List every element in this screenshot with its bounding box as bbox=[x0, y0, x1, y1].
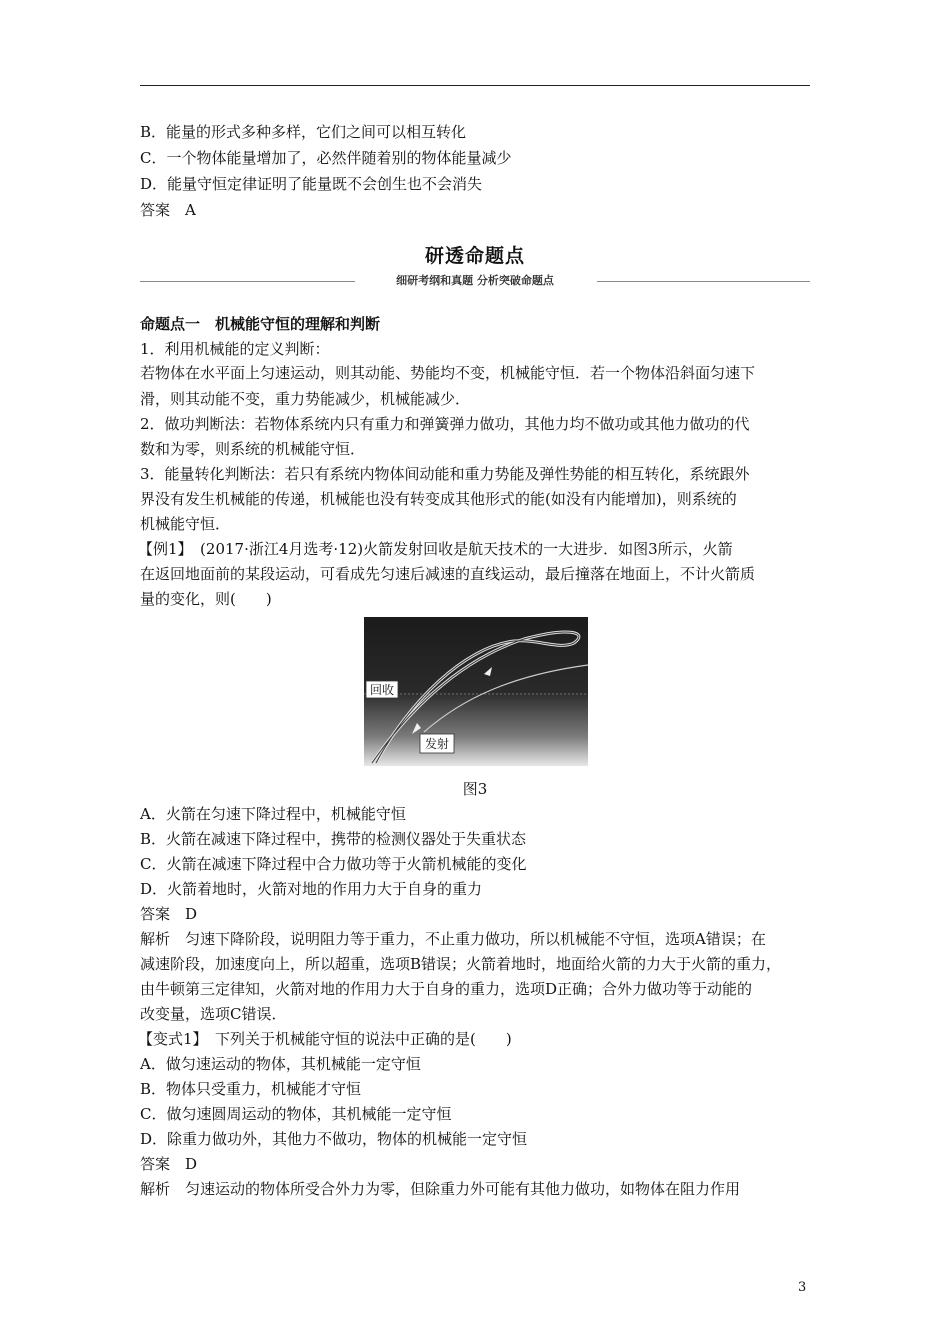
topic-line: 2．做功判断法：若物体系统内只有重力和弹簧弹力做功，其他力均不做功或其他力做功的代 bbox=[140, 415, 750, 433]
topic-line: 滑，则其动能不变，重力势能减少，机械能减少． bbox=[140, 390, 471, 408]
variant-option: D．除重力做功外，其他力不做功，物体的机械能一定守恒 bbox=[140, 1130, 528, 1148]
example-analysis: 改变量，选项C错误． bbox=[140, 1005, 287, 1023]
topic-line: 3．能量转化判断法：若只有系统内物体间动能和重力势能及弹性势能的相互转化，系统跟外 bbox=[140, 465, 750, 483]
topic-line: 1．利用机械能的定义判断： bbox=[140, 340, 330, 358]
topic-line: 机械能守恒． bbox=[140, 515, 231, 533]
option-d: D．能量守恒定律证明了能量既不会创生也不会消失 bbox=[140, 175, 483, 193]
label-recover: 回收 bbox=[369, 683, 395, 697]
example-option: B．火箭在减速下降过程中，携带的检测仪器处于失重状态 bbox=[140, 830, 527, 848]
option-c: C．一个物体能量增加了，必然伴随着别的物体能量减少 bbox=[140, 149, 512, 167]
variant-option: B．物体只受重力，机械能才守恒 bbox=[140, 1080, 362, 1098]
example-question: 【例1】 (2017·浙江4月选考·12)火箭发射回收是航天技术的一大进步．如图3所示，火箭 bbox=[138, 540, 733, 558]
example-analysis: 减速阶段，加速度向上，所以超重，选项B错误；火箭着地时，地面给火箭的力大于火箭的重力， bbox=[140, 955, 782, 973]
topic-line: 数和为零，则系统的机械能守恒． bbox=[140, 440, 366, 458]
variant-option: C．做匀速圆周运动的物体，其机械能一定守恒 bbox=[140, 1105, 452, 1123]
example-analysis: 解析 匀速下降阶段，说明阻力等于重力，不止重力做功，所以机械能不守恒，选项A错误；在 bbox=[140, 930, 766, 948]
example-answer: 答案 D bbox=[140, 905, 198, 923]
section-title: 研透命题点 bbox=[424, 245, 525, 267]
example-analysis: 由牛顿第三定律知，火箭对地的作用力大于自身的重力，选项D正确；合外力做功等于动能的 bbox=[140, 980, 753, 998]
example-question: 量的变化，则( ) bbox=[140, 590, 272, 608]
header-rule bbox=[140, 85, 810, 86]
variant-analysis: 解析 匀速运动的物体所受合外力为零，但除重力外可能有其他力做功，如物体在阻力作用 bbox=[140, 1180, 741, 1198]
variant-option: A．做匀速运动的物体，其机械能一定守恒 bbox=[140, 1055, 421, 1073]
topic-heading: 命题点一 机械能守恒的理解和判断 bbox=[140, 315, 381, 333]
topic-line: 若物体在水平面上匀速运动，则其动能、势能均不变，机械能守恒．若一个物体沿斜面匀速下 bbox=[140, 364, 756, 382]
option-b: B．能量的形式多种多样，它们之间可以相互转化 bbox=[140, 123, 467, 141]
example-question: 在返回地面前的某段运动，可看成先匀速后减速的直线运动，最后撞落在地面上，不计火箭质 bbox=[140, 565, 756, 583]
topic-line: 界没有发生机械能的传递，机械能也没有转变成其他形式的能(如没有内能增加)，则系统的 bbox=[140, 490, 737, 508]
label-launch: 发射 bbox=[424, 737, 450, 751]
variant-answer: 答案 D bbox=[140, 1155, 198, 1173]
variant-question: 【变式1】 下列关于机械能守恒的说法中正确的是( ) bbox=[138, 1030, 512, 1048]
example-option: C．火箭在减速下降过程中合力做功等于火箭机械能的变化 bbox=[140, 855, 527, 873]
example-option: D．火箭着地时，火箭对地的作用力大于自身的重力 bbox=[140, 880, 483, 898]
rocket-trajectory-figure bbox=[364, 617, 588, 766]
page-number: 3 bbox=[798, 1280, 807, 1295]
figure-caption: 图3 bbox=[462, 780, 488, 798]
example-option: A．火箭在匀速下降过程中，机械能守恒 bbox=[140, 805, 406, 823]
section-subtitle: 细研考纲和真题 分析突破命题点 bbox=[0, 272, 950, 288]
answer: 答案 A bbox=[140, 201, 196, 219]
